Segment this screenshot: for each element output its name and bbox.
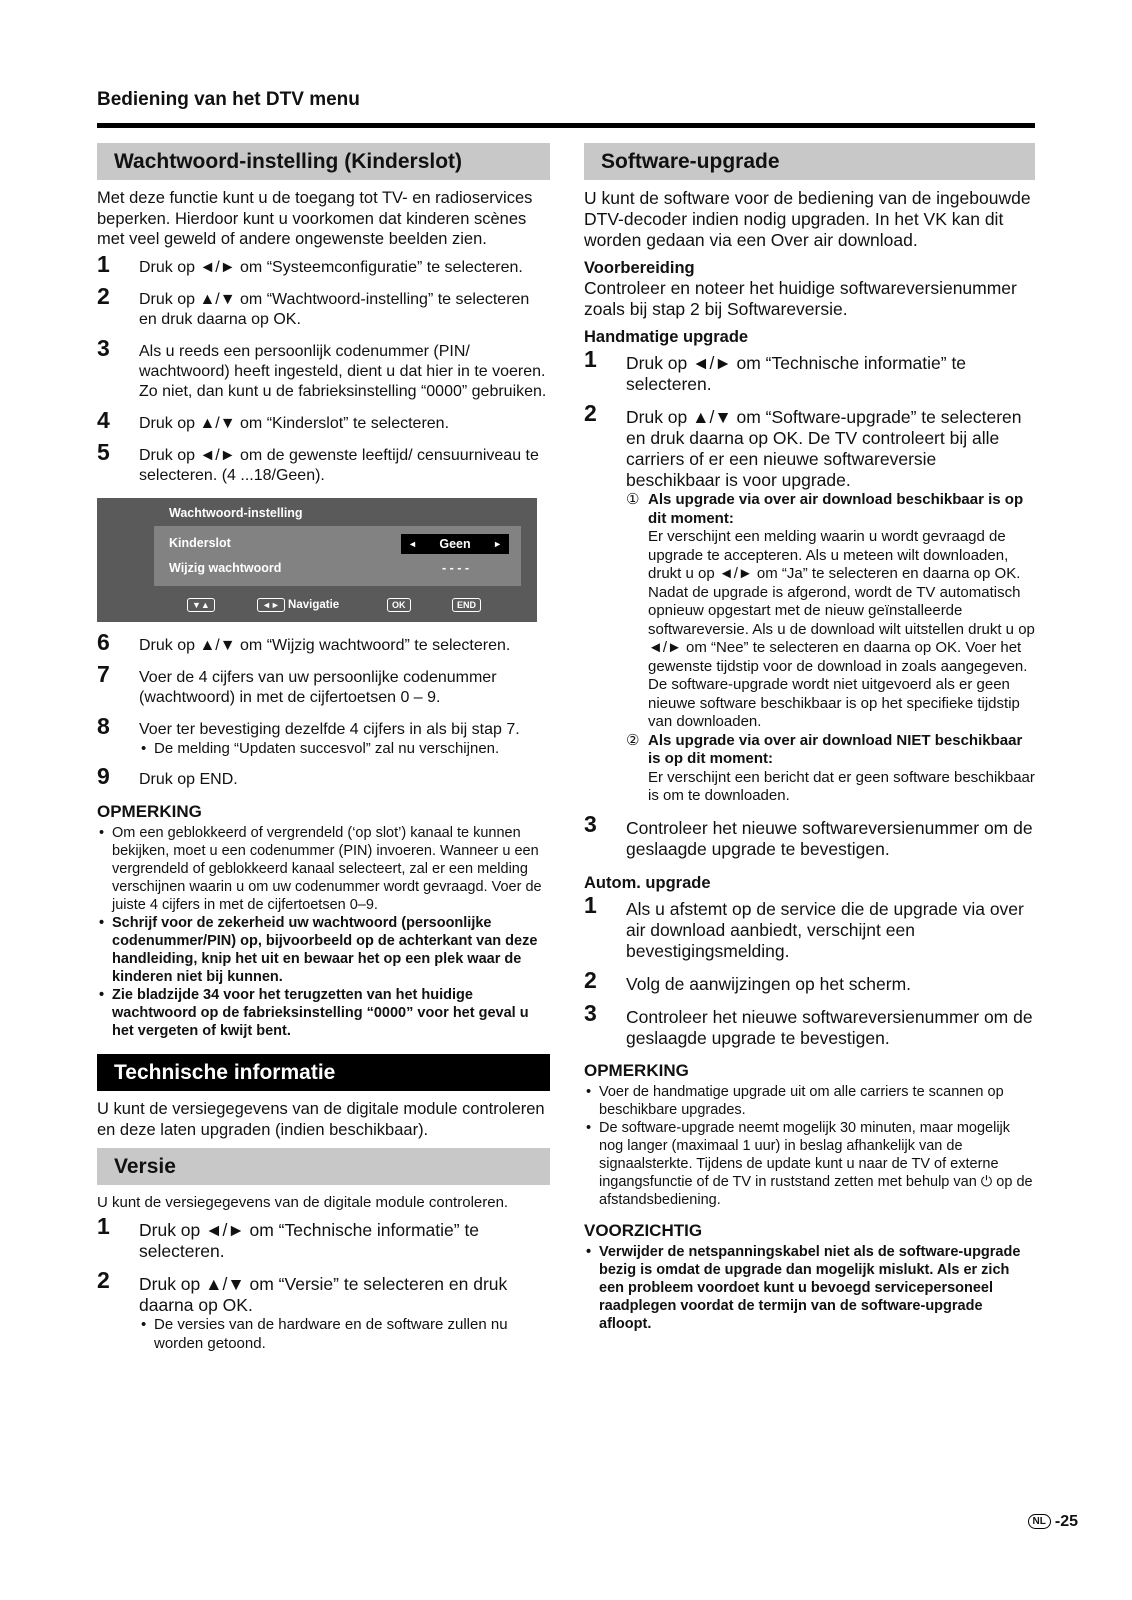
tech-intro: U kunt de versiegegevens van de digitale module controleren en deze laten upgraden (indien beschikbaar). bbox=[97, 1100, 545, 1139]
circled-two-icon: ② bbox=[626, 731, 640, 749]
tv-screen-illustration bbox=[97, 498, 537, 622]
step-text: Druk op ◄/► om de gewenste leeftijd/ censuurniveau te selecteren. (4 ...18/Geen). bbox=[139, 446, 539, 484]
step-text: Druk op ▲/▼ om “Software-upgrade” te selecteren en druk daarna op OK. De TV controleert bij alle carriers of er een nieuwe softwareversie beschikbaar is voor upgrade. bbox=[626, 407, 1022, 490]
step bbox=[97, 1267, 550, 1353]
case-body: Er verschijnt een melding waarin u wordt gevraagd de upgrade te accepteren. Als u meteen wilt downloaden, drukt u op ◄/► om “Ja” te selecteren en daarna op OK. Nadat de upgrade is afgerond, wordt de TV automatisch opnieuw opgestart met de nieuw geïnstalleerde softwareversie. Als u de download wilt uitstellen drukt u op ◄/► om “Nee” te selecteren en daarna op OK. Voer het gewenste tijdstip voor de download in zoals aangegeven. De software-upgrade wordt niet uitgevoerd als er geen nieuwe software beschikbaar is op het specifieke tijdstip van downloaden. bbox=[648, 528, 1035, 730]
step-text: Controleer het nieuwe softwareversienummer om de geslaagde upgrade te bevestigen. bbox=[626, 817, 1033, 859]
step-text: Voer ter bevestiging dezelfde 4 cijfers in als bij stap 7. bbox=[139, 720, 520, 738]
step bbox=[584, 999, 1035, 1049]
step-text: Voer de 4 cijfers van uw persoonlijke codenummer (wachtwoord) in met de cijfertoetsen 0 – 9. bbox=[139, 668, 497, 706]
step-text: Druk op ◄/► om “Technische informatie” te selecteren. bbox=[139, 1220, 480, 1261]
end-key-icon: END bbox=[452, 598, 481, 612]
step-text: Als u reeds een persoonlijk codenummer (PIN/ wachtwoord) heeft ingesteld, dient u dat hier in te voeren. Zo niet, dan kunt u de fabrieksinstelling “0000” gebruiken. bbox=[139, 342, 547, 400]
step bbox=[97, 334, 550, 402]
up-down-key-icon: ▼▲ bbox=[187, 598, 215, 612]
left-column bbox=[97, 143, 550, 1365]
step-number: 2 bbox=[97, 1267, 110, 1293]
step bbox=[97, 628, 550, 656]
step bbox=[97, 1213, 550, 1262]
nav-key-group bbox=[257, 598, 339, 612]
version-section-title: Versie bbox=[97, 1148, 550, 1185]
step-text: Controleer het nieuwe softwareversienummer om de geslaagde upgrade te bevestigen. bbox=[626, 1006, 1033, 1048]
step-number: 2 bbox=[584, 966, 597, 993]
step-text: Druk op END. bbox=[139, 771, 238, 788]
tv-row-kinderslot: Kinderslot bbox=[169, 535, 231, 550]
step-text: Volg de aanwijzingen op het scherm. bbox=[626, 973, 912, 994]
step bbox=[584, 810, 1035, 860]
step bbox=[97, 250, 550, 278]
step-text: Druk op ◄/► om “Technische informatie” te selecteren. bbox=[626, 353, 967, 394]
left-right-key-icon: ◄► bbox=[257, 598, 285, 612]
note-item: • De software-upgrade neemt mogelijk 30 minuten, maar mogelijk nog langer (maximaal 1 uur) in beslag afhankelijk van de signaalsterkte. Tijdens de update kunt u naar de TV of externe ingangsfunctie of de TV in ruststand zetten met behulp van ⏻ op de afstandsbediening. bbox=[584, 1119, 1035, 1209]
note-item: • Om een geblokkeerd of vergrendeld (‘op slot’) kanaal te kunnen bekijken, moet u een codenummer (PIN) invoeren. Wanneer u een vergrendeld of geblokkeerd kanaal selecteert, zal er een melding verschijnen waarin u om uw codenummer wordt gevraagd. Voer de juiste 4 cijfers in met de cijfertoetsen 0–9. bbox=[97, 824, 550, 914]
step-text: Druk op ▲/▼ om “Wachtwoord-instelling” te selecteren en druk daarna op OK. bbox=[139, 290, 530, 328]
version-intro: U kunt de versiegegevens van de digitale module controleren. bbox=[97, 1194, 509, 1211]
step-number: 5 bbox=[97, 438, 110, 465]
case-available bbox=[626, 491, 1035, 732]
caution-list bbox=[584, 1243, 1035, 1333]
manual-title: Handmatige upgrade bbox=[584, 328, 749, 346]
step-text: Druk op ▲/▼ om “Wijzig wachtwoord” te selecteren. bbox=[139, 636, 511, 654]
auto-title: Autom. upgrade bbox=[584, 873, 711, 892]
step-number: 1 bbox=[97, 250, 110, 277]
left-arrow-icon: ◄ bbox=[408, 538, 417, 549]
right-column bbox=[584, 143, 1035, 1333]
step bbox=[584, 891, 1035, 962]
step-subnote: • De versies van de hardware en de software zullen nu worden getoond. bbox=[139, 1316, 550, 1353]
notes-list bbox=[584, 1083, 1035, 1209]
step-number: 1 bbox=[584, 346, 597, 372]
right-arrow-icon: ► bbox=[493, 538, 502, 549]
nav-label: Navigatie bbox=[288, 598, 340, 611]
note-item: • Zie bladzijde 34 voor het terugzetten van het huidige wachtwoord op de fabrieksinstelling “0000” voor het geval u het vergeten of kwijt bent. bbox=[97, 986, 550, 1040]
tv-menu-panel bbox=[154, 526, 521, 586]
circled-one-icon: ① bbox=[626, 491, 640, 508]
case-heading: Als upgrade via over air download beschikbaar is op dit moment: bbox=[648, 491, 1024, 527]
step bbox=[97, 763, 550, 790]
page-number bbox=[1028, 1513, 1078, 1531]
tv-value-text: Geen bbox=[439, 536, 471, 551]
step-number: 3 bbox=[584, 999, 597, 1026]
step-number: 1 bbox=[97, 1213, 110, 1239]
case-body: Er verschijnt een bericht dat er geen software beschikbaar is om te downloaden. bbox=[648, 768, 1035, 804]
password-intro: Met deze functie kunt u de toegang tot TV- en radioservices beperken. Hierdoor kunt u voorkomen dat kinderen scènes met veel geweld of andere ongewenste beelden zien. bbox=[97, 189, 533, 248]
step-number: 2 bbox=[97, 282, 110, 309]
step-number: 6 bbox=[97, 628, 110, 655]
step-number: 2 bbox=[584, 400, 597, 426]
step-text: Als u afstemt op de service die de upgrade via over air download aanbiedt, verschijnt een bevestigingsmelding. bbox=[626, 898, 1024, 961]
tech-section-title: Technische informatie bbox=[97, 1054, 550, 1091]
note-title: OPMERKING bbox=[97, 802, 202, 821]
step bbox=[97, 660, 550, 708]
step-number: 7 bbox=[97, 660, 110, 687]
step-number: 8 bbox=[97, 712, 110, 739]
step bbox=[97, 712, 550, 759]
step-text: Druk op ◄/► om “Systeemconfiguratie” te selecteren. bbox=[139, 258, 523, 276]
step bbox=[97, 282, 550, 330]
note-item: • Voer de handmatige upgrade uit om alle carriers te scannen op beschikbare upgrades. bbox=[584, 1083, 1035, 1119]
tv-password-dashes: - - - - bbox=[442, 560, 470, 575]
caution-title: VOORZICHTIG bbox=[584, 1220, 703, 1240]
step-text: Druk op ▲/▼ om “Kinderslot” te selecteren. bbox=[139, 414, 450, 432]
header-rule bbox=[97, 123, 1035, 128]
step bbox=[97, 438, 550, 486]
case-not-available bbox=[626, 732, 1035, 806]
tv-row-wijzig: Wijzig wachtwoord bbox=[169, 560, 282, 575]
step-subnote: • De melding “Updaten succesvol” zal nu verschijnen. bbox=[139, 740, 550, 759]
note-title: OPMERKING bbox=[584, 1060, 689, 1080]
step-number: 1 bbox=[584, 891, 597, 918]
password-section-title: Wachtwoord-instelling (Kinderslot) bbox=[97, 143, 550, 180]
step bbox=[584, 966, 1035, 995]
ok-key-icon: OK bbox=[387, 598, 411, 612]
case-heading: Als upgrade via over air download NIET beschikbaar is op dit moment: bbox=[648, 731, 1023, 767]
step-number: 3 bbox=[584, 810, 597, 837]
prep-text: Controleer en noteer het huidige softwareversienummer zoals bij stap 2 bij Softwareversie. bbox=[584, 278, 1017, 319]
page-number-text: -25 bbox=[1054, 1513, 1078, 1530]
tv-value-selector bbox=[401, 534, 509, 554]
notes-list bbox=[97, 824, 550, 1040]
prep-title: Voorbereiding bbox=[584, 259, 695, 277]
step-text: Druk op ▲/▼ om “Versie” te selecteren en druk daarna op OK. bbox=[139, 1274, 508, 1315]
language-badge: NL bbox=[1028, 1514, 1051, 1529]
note-item: • Schrijf voor de zekerheid uw wachtwoord (persoonlijke codenummer/PIN) op, bijvoorbeeld op de achterkant van deze handleiding, knip het uit en bewaar het op een plek waar de kinderen niet bij kunnen. bbox=[97, 914, 550, 986]
page-header: Bediening van het DTV menu bbox=[97, 89, 360, 110]
software-intro: U kunt de software voor de bediening van de ingebouwde DTV-decoder indien nodig upgraden. In het VK kan dit worden gedaan via een Over air download. bbox=[584, 188, 1031, 250]
tv-screen-title: Wachtwoord-instelling bbox=[169, 505, 303, 520]
step-number: 3 bbox=[97, 334, 110, 361]
step-number: 4 bbox=[97, 406, 110, 433]
caution-item: • Verwijder de netspanningskabel niet als de software-upgrade bezig is omdat de upgrade dan mogelijk mislukt. Als er zich een probleem voordoet kunt u bevoegd servicepersoneel raadplegen voordat de termijn van de software-upgrade afloopt. bbox=[584, 1243, 1035, 1333]
software-section-title: Software-upgrade bbox=[584, 143, 1035, 180]
step bbox=[584, 400, 1035, 806]
step-number: 9 bbox=[97, 763, 110, 789]
step bbox=[97, 406, 550, 434]
step bbox=[584, 346, 1035, 395]
